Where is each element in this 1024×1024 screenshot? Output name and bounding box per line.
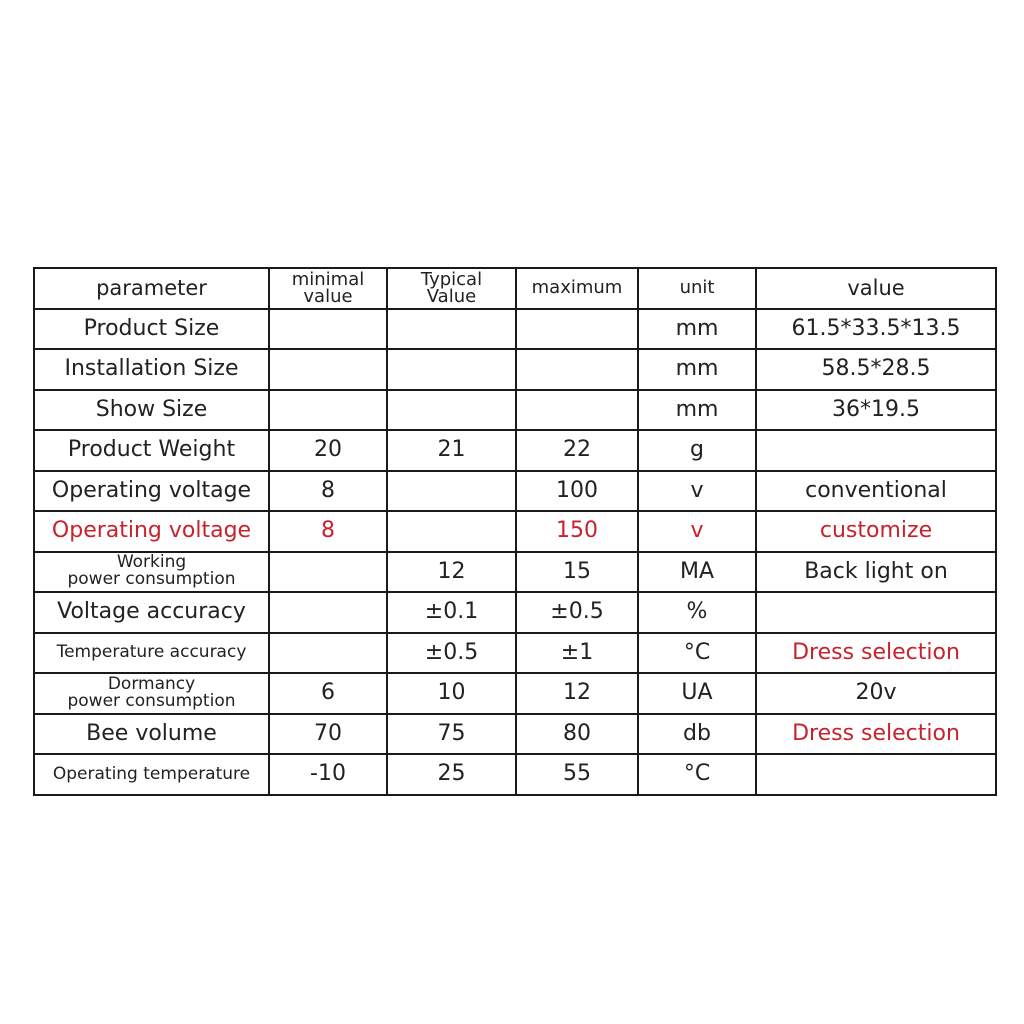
table-row: [34, 471, 996, 512]
unit-cell: °C: [638, 633, 756, 674]
header-value: value: [756, 268, 996, 309]
param-cell: Operating temperature: [34, 754, 269, 795]
value-cell: [756, 592, 996, 633]
table-row: [34, 430, 996, 471]
header-typical-value: Typical Value: [387, 268, 516, 309]
max-cell: [516, 309, 638, 350]
table-row: [34, 390, 996, 431]
value-cell: 61.5*33.5*13.5: [756, 309, 996, 350]
table-row: [34, 633, 996, 674]
min-cell: 20: [269, 430, 387, 471]
min-cell: 70: [269, 714, 387, 755]
value-cell: 36*19.5: [756, 390, 996, 431]
header-parameter: parameter: [34, 268, 269, 309]
max-cell: 55: [516, 754, 638, 795]
param-cell: Show Size: [34, 390, 269, 431]
table-row: [34, 309, 996, 350]
unit-cell: db: [638, 714, 756, 755]
typ-cell: 10: [387, 673, 516, 714]
param-cell: Product Weight: [34, 430, 269, 471]
max-cell: 80: [516, 714, 638, 755]
min-cell: 8: [269, 471, 387, 512]
value-cell: Dress selection: [756, 633, 996, 674]
unit-cell: mm: [638, 390, 756, 431]
header-unit: unit: [638, 268, 756, 309]
typ-cell: [387, 349, 516, 390]
value-cell: [756, 754, 996, 795]
min-cell: 8: [269, 511, 387, 552]
header-minimal-value: minimal value: [269, 268, 387, 309]
unit-cell: v: [638, 511, 756, 552]
param-cell: Temperature accuracy: [34, 633, 269, 674]
param-cell: Voltage accuracy: [34, 592, 269, 633]
table-row: [34, 754, 996, 795]
min-cell: [269, 592, 387, 633]
value-cell: 58.5*28.5: [756, 349, 996, 390]
table-row: [34, 592, 996, 633]
value-cell: 20v: [756, 673, 996, 714]
unit-cell: °C: [638, 754, 756, 795]
min-cell: [269, 552, 387, 593]
value-cell: [756, 430, 996, 471]
unit-cell: MA: [638, 552, 756, 593]
min-cell: 6: [269, 673, 387, 714]
unit-cell: v: [638, 471, 756, 512]
param-cell: Operating voltage: [34, 471, 269, 512]
param-cell: Dormancy power consumption: [34, 673, 269, 714]
param-cell: Bee volume: [34, 714, 269, 755]
value-cell: Dress selection: [756, 714, 996, 755]
table-row: [34, 349, 996, 390]
max-cell: 12: [516, 673, 638, 714]
max-cell: 100: [516, 471, 638, 512]
param-cell: Working power consumption: [34, 552, 269, 593]
typ-cell: ±0.5: [387, 633, 516, 674]
max-cell: 150: [516, 511, 638, 552]
typ-cell: [387, 390, 516, 431]
typ-cell: [387, 511, 516, 552]
max-cell: ±1: [516, 633, 638, 674]
typ-cell: ±0.1: [387, 592, 516, 633]
typ-cell: 21: [387, 430, 516, 471]
unit-cell: g: [638, 430, 756, 471]
table-row: [34, 714, 996, 755]
min-cell: -10: [269, 754, 387, 795]
max-cell: [516, 349, 638, 390]
typ-cell: [387, 471, 516, 512]
max-cell: [516, 390, 638, 431]
typ-cell: 25: [387, 754, 516, 795]
param-cell: Installation Size: [34, 349, 269, 390]
unit-cell: %: [638, 592, 756, 633]
unit-cell: mm: [638, 309, 756, 350]
header-maximum: maximum: [516, 268, 638, 309]
unit-cell: UA: [638, 673, 756, 714]
table-row-highlighted: [34, 511, 996, 552]
typ-cell: [387, 309, 516, 350]
table-row: [34, 552, 996, 593]
typ-cell: 12: [387, 552, 516, 593]
typ-cell: 75: [387, 714, 516, 755]
header-row: [34, 268, 996, 309]
param-cell: Operating voltage: [34, 511, 269, 552]
table-row: [34, 673, 996, 714]
value-cell: customize: [756, 511, 996, 552]
param-cell: Product Size: [34, 309, 269, 350]
min-cell: [269, 309, 387, 350]
min-cell: [269, 349, 387, 390]
value-cell: conventional: [756, 471, 996, 512]
unit-cell: mm: [638, 349, 756, 390]
max-cell: ±0.5: [516, 592, 638, 633]
max-cell: 15: [516, 552, 638, 593]
min-cell: [269, 390, 387, 431]
max-cell: 22: [516, 430, 638, 471]
value-cell: Back light on: [756, 552, 996, 593]
spec-table: [33, 267, 997, 796]
min-cell: [269, 633, 387, 674]
